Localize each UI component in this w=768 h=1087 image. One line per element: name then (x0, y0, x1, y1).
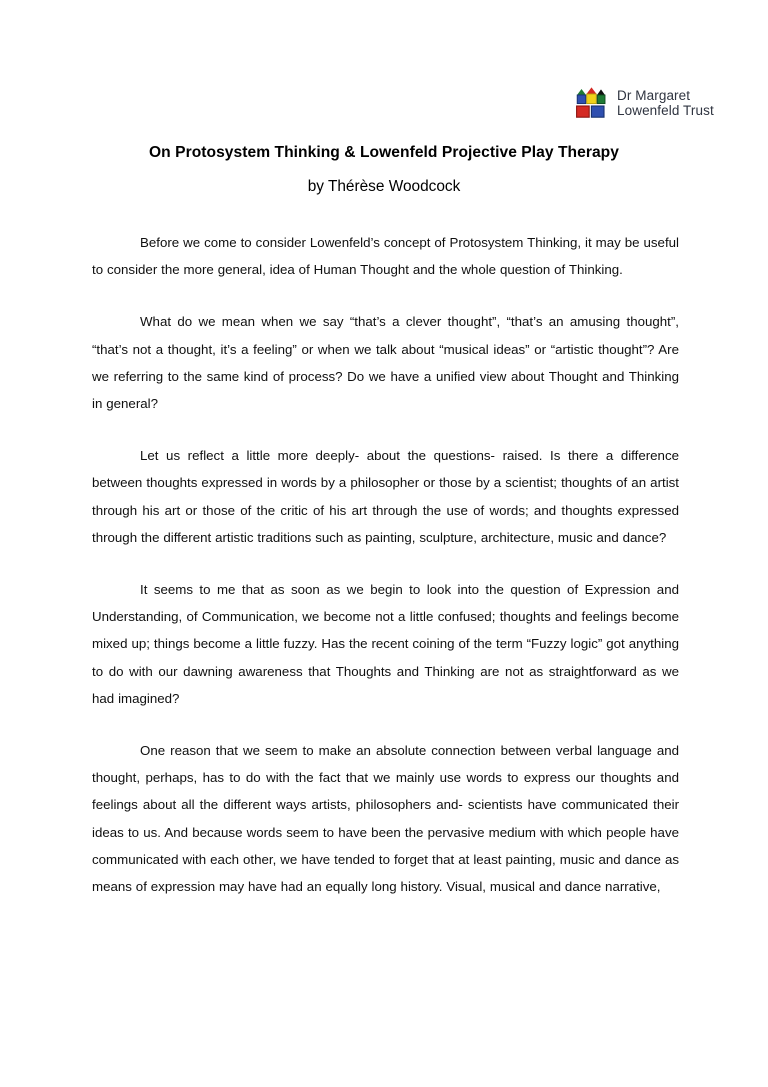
body-paragraph: It seems to me that as soon as we begin to look into the question of Expression and Understanding, of Communication, we become not a little confused; thoughts and feelings become mixed up; things become a little fuzzy. Has the recent coining of the term “Fuzzy logic” got anything to do with our dawning awareness that Thoughts and Thinking are not as straightforward as we had imagined? (92, 582, 679, 706)
document-byline: by Thérèse Woodcock (307, 178, 461, 195)
body-paragraph: What do we mean when we say “that’s a clever thought”, “that’s an amusing thought”, “that’s not a thought, it’s a feeling” or when we talk about “musical ideas” or “artistic thought”? Are we referring to the same kind of process? Do we have a unified view about Thought and Thinking in general? (92, 314, 679, 412)
organisation-logo (572, 84, 714, 122)
logo-line-1: Dr Margaret (617, 87, 691, 103)
building-blocks-icon (572, 84, 610, 122)
document-body (92, 229, 679, 900)
body-paragraph: Let us reflect a little more deeply- about the questions- raised. Is there a difference between thoughts expressed in words by a philosopher or those by a scientist; thoughts of an artist through his art or those of the critic of his art through the use of words; and thoughts expressed through the different artistic traditions such as painting, sculpture, architecture, music and dance? (92, 448, 679, 545)
body-paragraph: Before we come to consider Lowenfeld’s concept of Protosystem Thinking, it may be useful to consider the more general, idea of Human Thought and the whole question of Thinking. (92, 235, 679, 278)
logo-wordmark (617, 88, 714, 118)
logo-line-2: Lowenfeld Trust (617, 103, 714, 118)
document-title: On Protosystem Thinking & Lowenfeld Projective Play Therapy (148, 144, 619, 161)
body-paragraph: One reason that we seem to make an absolute connection between verbal language and thought, perhaps, has to do with the fact that we mainly use words to express our thoughts and feelings about all the different ways artists, philosophers and- scientists have communicated their ideas to us. And because words seem to have been the pervasive medium with which people have communicated with each other, we have tended to forget that at least painting, music and dance as means of expression may have had an equally long history. Visual, musical and dance narrative, (92, 743, 679, 895)
